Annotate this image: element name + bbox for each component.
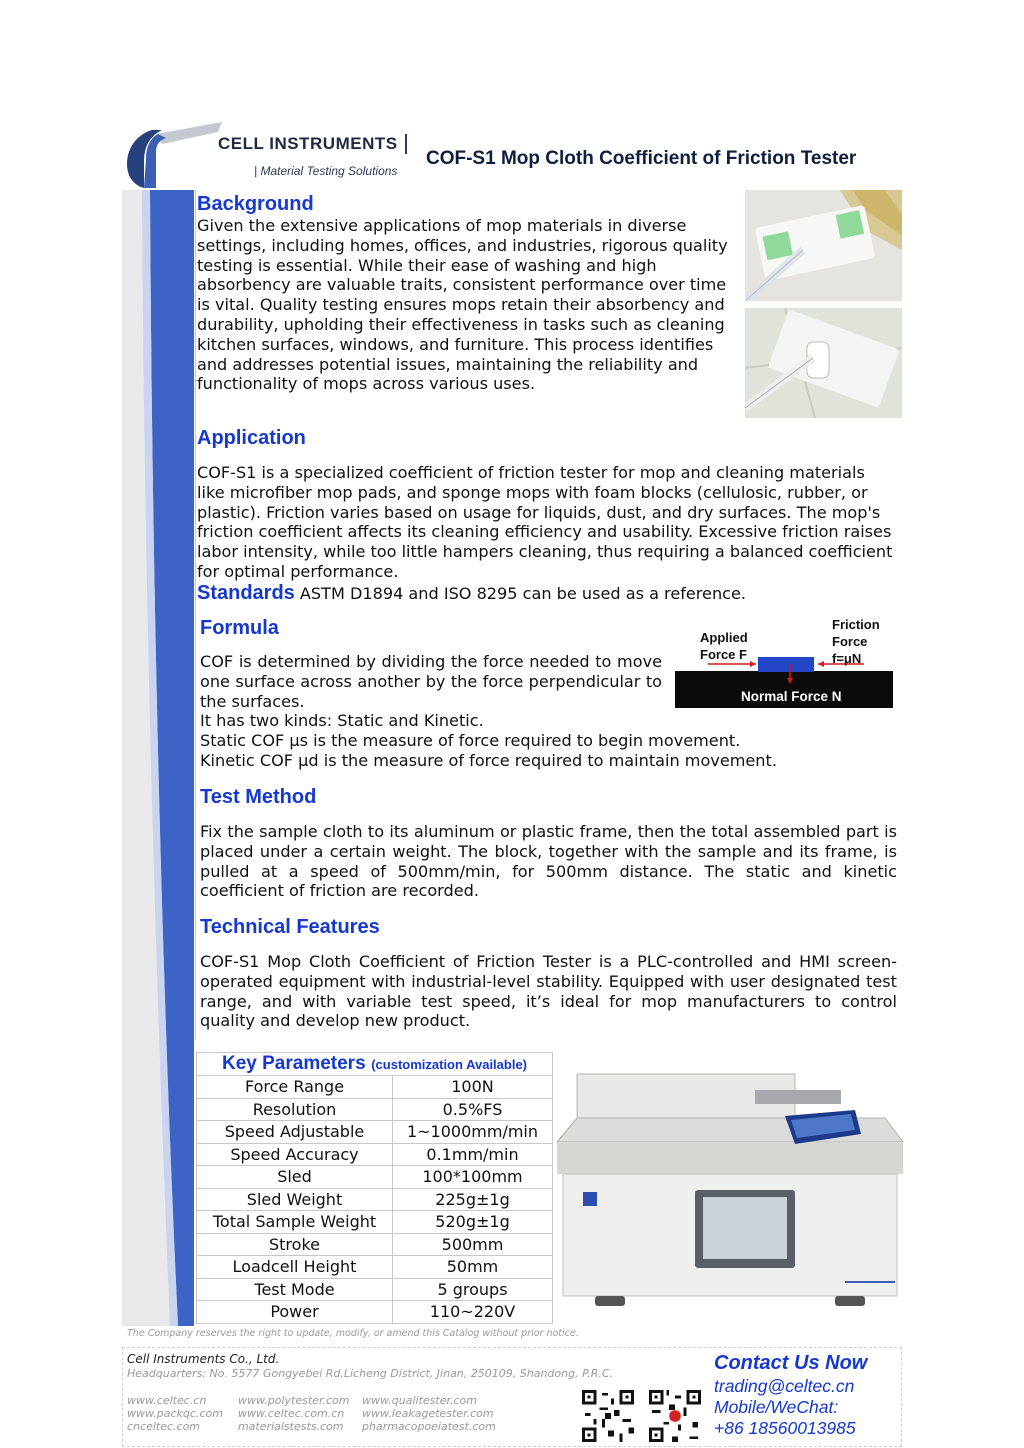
test-method-heading: Test Method [200, 786, 317, 808]
parameter-value: 520g±1g [393, 1211, 553, 1234]
table-row [197, 1256, 553, 1279]
table-row [197, 1166, 553, 1189]
table-row [197, 1098, 553, 1121]
standards-text: ASTM D1894 and ISO 8295 can be used as a reference. [299, 584, 747, 603]
parameter-name: Loadcell Height [197, 1256, 393, 1279]
background-heading: Background [197, 193, 314, 215]
document-title: COF-S1 Mop Cloth Coefficient of Friction Tester [426, 148, 857, 169]
brand-tagline: | Material Testing Solutions [254, 164, 398, 178]
application-heading: Application [197, 427, 306, 449]
parameter-value: 100*100mm [393, 1166, 553, 1189]
parameter-value: 5 groups [393, 1278, 553, 1301]
catalog-disclaimer: The Company reserves the right to update, modify, or amend this Catalog without prior notice. [127, 1328, 579, 1339]
parameter-value: 225g±1g [393, 1188, 553, 1211]
weibo-qr-code-icon [645, 1387, 705, 1445]
footer-link[interactable]: www.polytester.com [238, 1394, 350, 1407]
parameter-name: Total Sample Weight [197, 1211, 393, 1234]
parameter-name: Resolution [197, 1098, 393, 1121]
parameter-name: Speed Adjustable [197, 1121, 393, 1144]
table-row [197, 1188, 553, 1211]
parameter-name: Sled Weight [197, 1188, 393, 1211]
table-row [197, 1143, 553, 1166]
parameter-name: Sled [197, 1166, 393, 1189]
footer-links-col2 [238, 1394, 349, 1433]
brand-divider [405, 134, 407, 154]
contact-phone[interactable]: +86 18560013985 [714, 1418, 856, 1438]
company-logo-mark [122, 122, 222, 190]
parameter-name: Speed Accuracy [197, 1143, 393, 1166]
parameter-value: 100N [393, 1076, 553, 1099]
footer-link[interactable]: www.qualitester.com [362, 1394, 477, 1407]
applied-force-arrow [750, 661, 756, 667]
parameter-value: 0.1mm/min [393, 1143, 553, 1166]
formula-kinetic: Kinetic COF μd is the measure of force required to maintain movement. [200, 751, 777, 770]
formula-text: COF is determined by dividing the force needed to move one surface across another by the force perpendicular to the surfaces. [200, 652, 662, 711]
decorative-side-stripe [122, 190, 194, 1326]
friction-label-3: f=μN [832, 651, 862, 666]
parameter-name: Stroke [197, 1233, 393, 1256]
table-row [197, 1076, 553, 1099]
technical-features-text: COF-S1 Mop Cloth Coefficient of Friction Tester is a PLC-controlled and HMI screen-operated equipment with industrial-level stability. Equipped with user designated test range, and with variable test speed, it’s ideal for mop manufacturers to control quality and develop new product. [200, 952, 897, 1031]
key-parameters-title: Key Parameters [221, 1053, 366, 1074]
footer-links-col3 [362, 1394, 496, 1433]
parameter-value: 0.5%FS [393, 1098, 553, 1121]
company-name: Cell Instruments Co., Ltd. [127, 1352, 280, 1366]
key-parameters-subtitle: (customization Available) [371, 1057, 528, 1072]
applied-label-1: Applied [700, 630, 748, 645]
footer-link[interactable]: www.celtec.com.cn [238, 1407, 345, 1420]
table-row [197, 1278, 553, 1301]
sled-block [758, 657, 814, 672]
footer-link[interactable]: cnceltec.com [127, 1420, 201, 1433]
company-address: Headquarters: No. 5577 Gongyebei Rd,Licheng District, Jinan, 250109, Shandong, P.R.C. [127, 1367, 614, 1380]
table-row [197, 1121, 553, 1144]
background-text: Given the extensive applications of mop materials in diverse settings, including homes, offices, and industries, rigorous quality testing is essential. While their ease of washing and high absorbency are valuable traits, consistent performance over time is vital. Quality testing ensures mops retain their absorbency and durability, upholding their effectiveness in tasks such as cleaning kitchen surfaces, windows, and furniture. This process identifies and addresses potential issues, maintaining the reliability and functionality of mops across various uses. [197, 216, 728, 394]
formula-heading: Formula [200, 617, 279, 639]
technical-features-heading: Technical Features [200, 916, 380, 938]
friction-diagram [672, 614, 897, 712]
test-method-text: Fix the sample cloth to its aluminum or plastic frame, then the total assembled part is placed under a certain weight. The block, together with the sample and its frame, is pulled at a speed of 500mm/min, for 500mm distance. The static and kinetic coefficient of friction are recorded. [200, 822, 897, 901]
friction-force-arrow [818, 661, 824, 667]
key-parameters-body [197, 1076, 553, 1324]
formula-static: Static COF μs is the measure of force required to begin movement. [200, 731, 741, 750]
parameter-name: Test Mode [197, 1278, 393, 1301]
friction-label-1: Friction [832, 617, 880, 632]
table-row [197, 1301, 553, 1324]
brand-name: CELL INSTRUMENTS [218, 134, 398, 153]
cof-tester-photo [555, 1072, 905, 1310]
key-parameters-table [196, 1052, 553, 1324]
friction-label-2: Force [832, 634, 868, 649]
contact-email[interactable]: trading@celtec.cn [714, 1376, 855, 1396]
standards-line [197, 582, 746, 605]
table-header-row [197, 1053, 553, 1076]
table-row [197, 1211, 553, 1234]
mop-photo-top [745, 190, 902, 301]
normal-force-label: Normal Force N [741, 689, 842, 704]
applied-label-2: Force F [700, 647, 747, 662]
parameter-name: Power [197, 1301, 393, 1324]
footer-link[interactable]: materialstests.com [238, 1420, 344, 1433]
footer-link[interactable]: www.celtec.cn [127, 1394, 207, 1407]
standards-heading: Standards [197, 582, 295, 604]
contact-heading: Contact Us Now [714, 1352, 868, 1374]
wechat-qr-code-icon [578, 1387, 638, 1445]
content-left-rule [195, 190, 196, 1040]
contact-mobile-label: Mobile/WeChat: [714, 1397, 839, 1417]
parameter-name: Force Range [197, 1076, 393, 1099]
table-title-cell [197, 1053, 553, 1076]
parameter-value: 110~220V [393, 1301, 553, 1324]
formula-kinds: It has two kinds: Static and Kinetic. [200, 711, 484, 730]
parameter-value: 500mm [393, 1233, 553, 1256]
parameter-value: 50mm [393, 1256, 553, 1279]
footer-link[interactable]: pharmacopoeiatest.com [362, 1420, 496, 1433]
application-text: COF-S1 is a specialized coefficient of friction tester for mop and cleaning materials like microfiber mop pads, and sponge mops with foam blocks (cellulosic, rubber, or plastic). Friction varies based on usage for liquids, dust, and dry surfaces. The mop's friction coefficient affects its cleaning efficiency and usability. Excessive friction raises labor intensity, while too little hampers cleaning, thus requiring a balanced coefficient for optimal performance. [197, 463, 893, 581]
table-row [197, 1233, 553, 1256]
footer-link[interactable]: www.leakagetester.com [362, 1407, 494, 1420]
mop-photo-bottom [745, 308, 902, 418]
footer-link[interactable]: www.packqc.com [127, 1407, 223, 1420]
footer-links-col1 [127, 1394, 223, 1433]
parameter-value: 1~1000mm/min [393, 1121, 553, 1144]
